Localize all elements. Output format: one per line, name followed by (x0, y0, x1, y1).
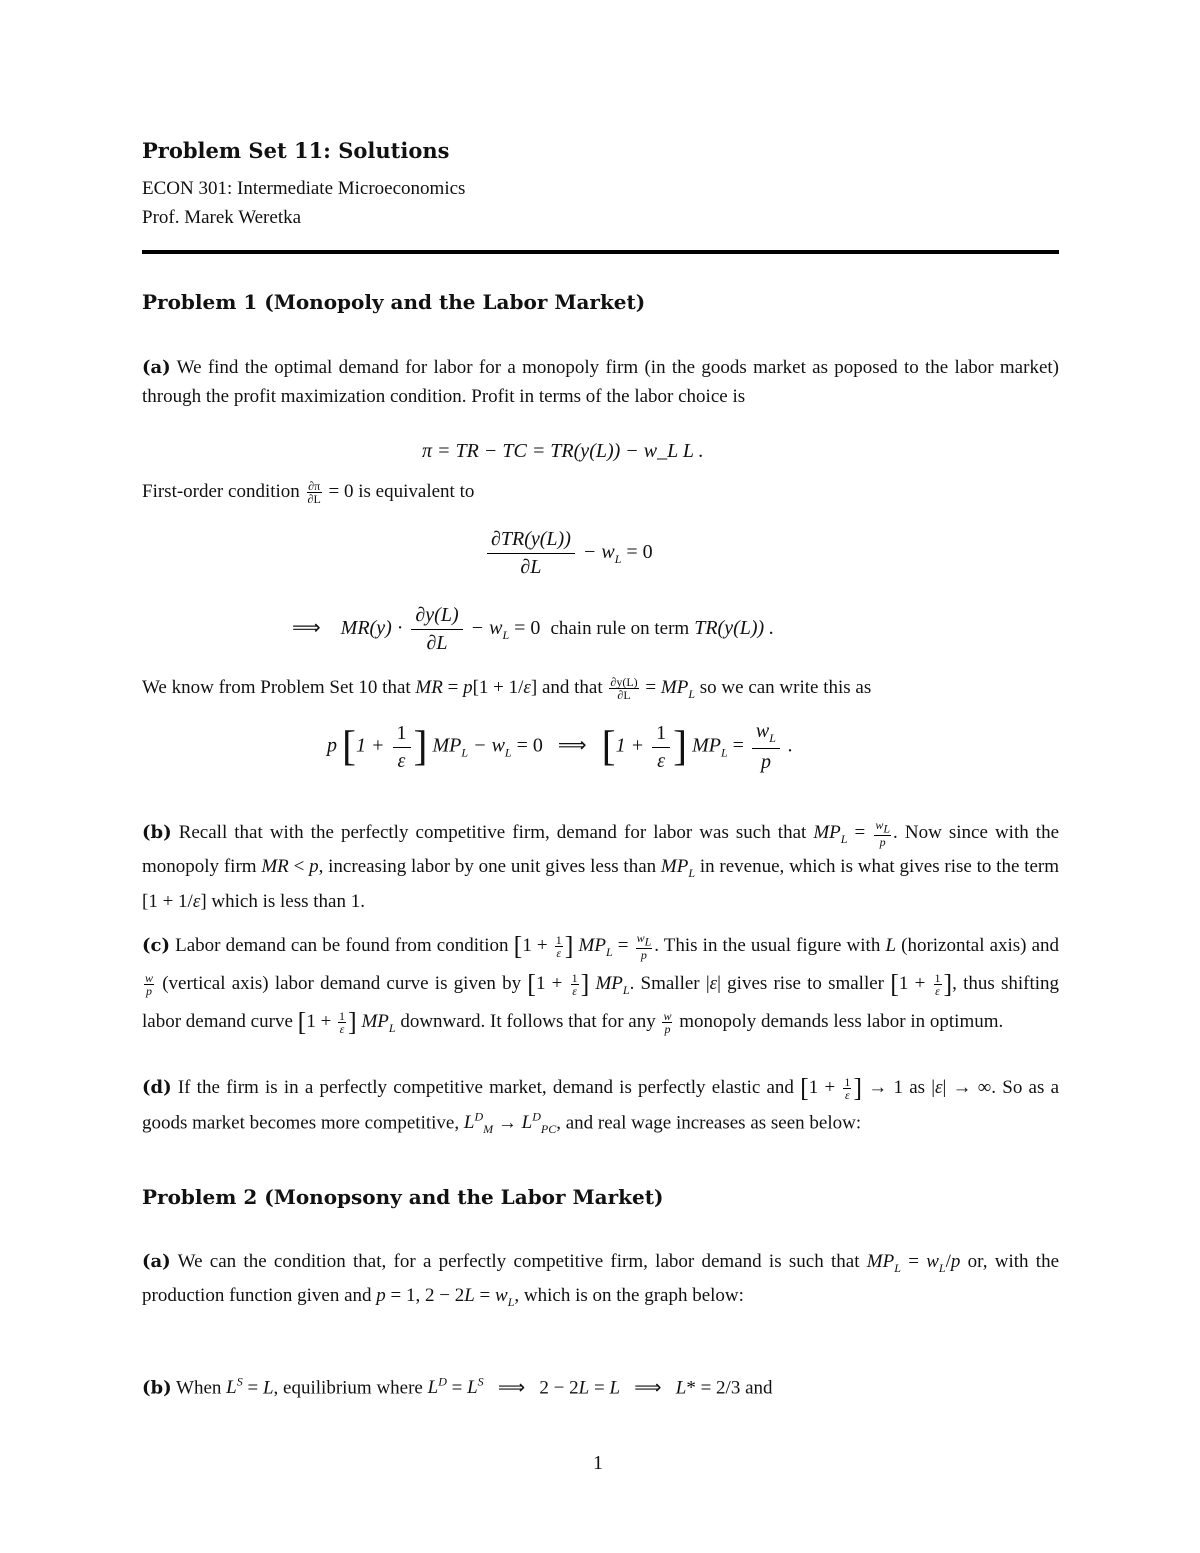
p2-a-text-3: which is on the graph below: (523, 1285, 744, 1307)
d-text-1: If the firm is in a perfectly competitive market, demand is perfectly elastic and (177, 1077, 794, 1098)
header-rule (142, 250, 1059, 254)
b-text-4: in revenue, which is what gives rise to the term (699, 856, 1060, 878)
part-label: (d) (142, 1077, 172, 1098)
problem2-a-paragraph: (a) We can the condition that, for a perfectly competitive firm, labor demand is such that $MP_L = w_L/p$ or, with the production function given and p = 1, $2 - 2L = w_L$, which is on the graph below: (142, 1251, 1060, 1310)
problem1-b-paragraph: (b) Recall that with the perfectly competitive firm, demand for labor was such that $MP_L$ = $\frac{w_L}{p}$ . Now since with the monopoly firm MR < p, increasing labor by one unit gives less than $MP_L$ in revenue, which is what gives rise to the term [1 + 1/ε] which is less than 1. (142, 818, 1060, 912)
page-number: 1 (593, 1452, 603, 1474)
p2-a-text-2: or, with the production function given and (142, 1251, 1060, 1307)
problem1-c-paragraph: (c) Labor demand can be found from condition [1 + $\frac{1}{\varepsilon}$ ] $MP_L$ = $\frac{w_L}{p}$ . This in the usual figure with L (horizontal axis) and $\frac{w}{p}$ (vertical axis) labor demand curve is given by [1 + $\frac{1}{\varepsilon}$ ] $MP_L$. Smaller |ε| gives rise to smaller [1 + $\frac{1}{\varepsilon}$ ], thus shifting labor demand curve [1 + $\frac{1}{\varepsilon}$ ] $MP_L$ downward. It follows that for any $\frac{w}{p}$ monopoly demands less labor in optimum. (142, 931, 1060, 1037)
p2-b-text-3: and (745, 1377, 773, 1399)
c-text-8: downward. It follows that for any (400, 1010, 656, 1032)
course-name: ECON 301: Intermediate Microeconomics (142, 178, 466, 199)
chain-rule-note: chain rule on term (550, 618, 690, 640)
chain-rule-equation: ⟹ MR(y) · $\frac{\partial y(L)}{\partial L}$ − $w_L = 0$ chain rule on term TR(y(L)) . (292, 604, 775, 654)
part-label: (b) (142, 822, 172, 843)
c-text-7: thus shifting labor demand curve (142, 972, 1060, 1032)
paragraph-text: We find the optimal demand for labor for a monopoly firm (in the goods market as poposed to the labor market) through the profit maximization condition. Profit in terms of the labor choice is (142, 357, 1059, 407)
c-text-6: gives rise to smaller (727, 972, 885, 994)
p2-b-text-2: equilibrium where (283, 1377, 423, 1399)
c-text-3: (horizontal axis) and (901, 935, 1060, 956)
professor-name: Prof. Marek Weretka (142, 207, 302, 228)
part-label: (c) (142, 935, 170, 956)
we-know-text-2: and that (541, 677, 603, 698)
foc-line (142, 478, 1059, 507)
c-text-2: This in the usual figure with (663, 935, 881, 956)
p2-b-text-1: When (176, 1377, 222, 1399)
part-label: (a) (142, 357, 171, 378)
d-text-2: So as a goods market becomes more competitive, (142, 1077, 1059, 1134)
foc-text-2: = 0 is equivalent to (328, 481, 475, 502)
part-label: (a) (142, 1251, 171, 1272)
we-know-paragraph: We know from Problem Set 10 that MR = p[1 + 1/ε] and that $\frac{\partial y(L)}{\partial L}$ = $MP_L$ so we can write this as (142, 675, 872, 703)
b-text-3: increasing labor by one unit gives less than (328, 856, 657, 878)
foc-text: First-order condition (142, 481, 300, 502)
problem2-heading: Problem 2 (Monopsony and the Labor Market) (142, 1185, 664, 1209)
c-text-4: (vertical axis) labor demand curve is given by (162, 972, 522, 994)
problem1-a-paragraph (142, 354, 1059, 411)
partial-fraction: $\frac{\partial\pi}{\partial L}$ (307, 479, 321, 507)
c-text-5: Smaller (640, 972, 700, 994)
profit-equation: π = TR − TC = TR(y(L)) − w_L L . (422, 440, 704, 462)
b-text-5: which is less than 1. (211, 890, 365, 912)
part-label: (b) (142, 1377, 172, 1399)
we-know-text-3: so we can write this as (699, 677, 872, 698)
markup-equation: p [1 + $\frac{1}{\varepsilon}$ ] $MP_L - w_L = 0$ ⟹ [1 + $\frac{1}{\varepsilon}$ ] $MP_L$ = $\frac{w_L}{p}$ . (327, 720, 793, 773)
c-text-1: Labor demand can be found from condition (175, 935, 509, 956)
b-text-2: Now since with the monopoly firm (142, 822, 1059, 878)
we-know-text-1: We know from Problem Set 10 that (142, 677, 411, 698)
d-text-3: and real wage increases as seen below: (565, 1112, 862, 1134)
c-text-9: monopoly demands less labor in optimum. (679, 1010, 1004, 1032)
b-text-1: Recall that with the perfectly competitive firm, demand for labor was such that (178, 822, 807, 843)
document-title: Problem Set 11: Solutions (142, 138, 450, 163)
problem1-heading: Problem 1 (Monopoly and the Labor Market) (142, 290, 646, 314)
problem1-d-paragraph: (d) If the firm is in a perfectly competitive market, demand is perfectly elastic and [1 + $\frac{1}{\varepsilon}$ ] → 1 as |ε| → ∞. So as a goods market becomes more competitive, $L^D_M \to L^D_{PC}$, and real wage increases as seen below: (142, 1073, 1059, 1137)
problem2-b-paragraph: (b) When $L^S = L$, equilibrium where $L^D = L^S$ ⟹ 2 − 2L = L ⟹ L* = 2/3 and (142, 1375, 773, 1399)
foc-equation: $\frac{\partial TR(y(L))}{\partial L}$ − $w_L = 0$ (484, 528, 653, 579)
p2-a-text-1: We can the condition that, for a perfectly competitive firm, labor demand is such that (177, 1251, 860, 1272)
